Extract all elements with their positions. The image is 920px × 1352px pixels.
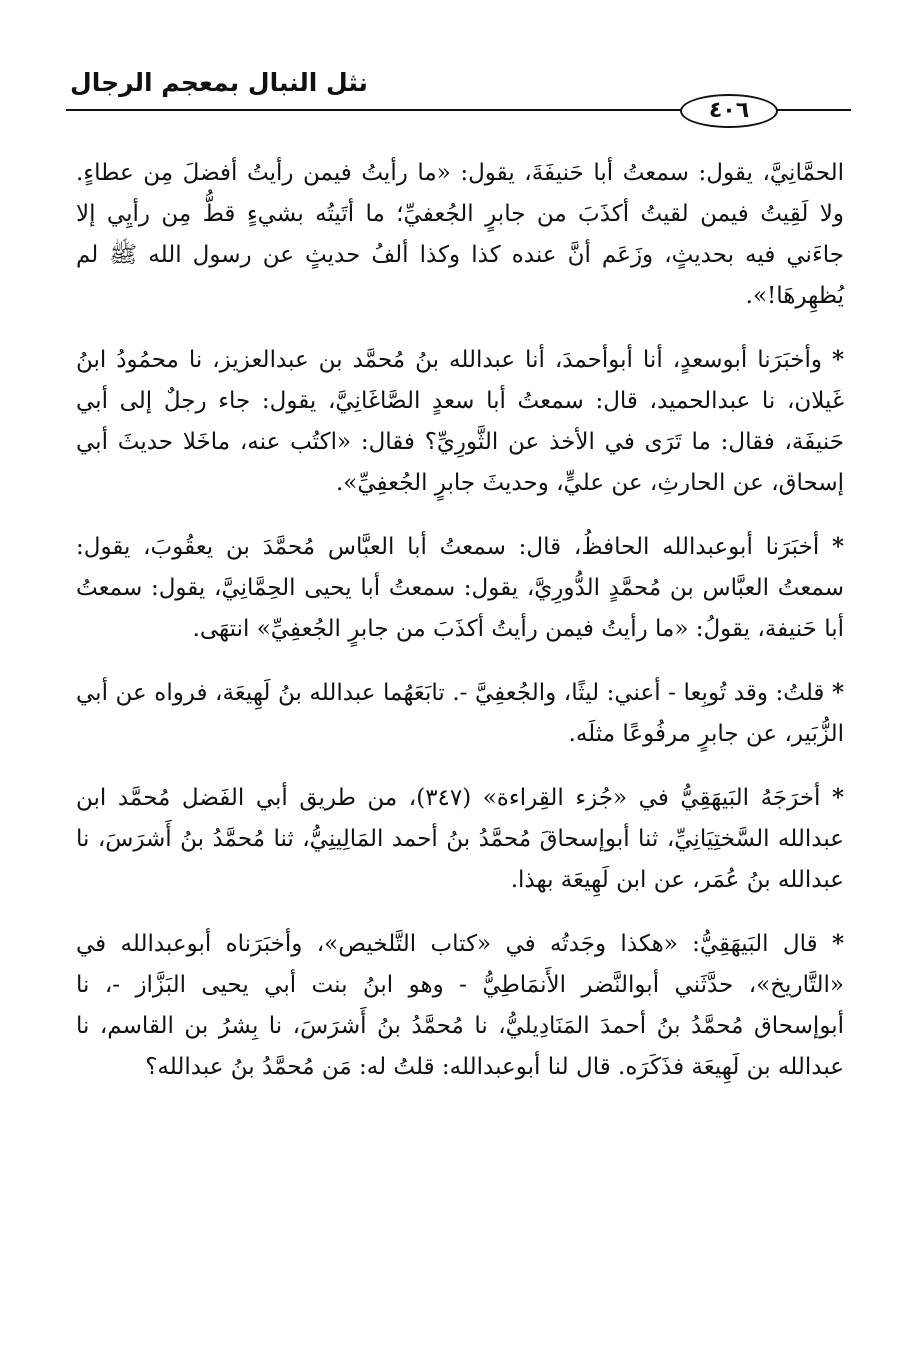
paragraph — [76, 777, 844, 901]
running-title: نثل النبال بمعجم الرجال — [70, 68, 368, 97]
paragraph — [76, 152, 844, 317]
page-number: ٤٠٦ — [680, 94, 778, 128]
paragraph-marker: * — [831, 533, 844, 560]
paragraph-marker: * — [831, 679, 845, 706]
paragraph-text: أخبَرَنا أبوعبدالله الحافظُ، قال: سمعتُ أبا العبَّاس مُحمَّدَ بن يعقُوبَ، يقول: سمعتُ العبَّاس بن مُحمَّدٍ الدُّورِيَّ، يقول: سمعتُ أبا يحيى الحِمَّانِيَّ، يقول: سمعتُ أبا حَنيفة، يقولُ: «ما رأيتُ فيمن رأيتُ أكذَبَ من جابرٍ الجُعفِيِّ» انتهَى. — [76, 534, 844, 642]
body-text — [76, 152, 844, 1088]
paragraph-text: الحمَّانِيَّ، يقول: سمعتُ أبا حَنيفَةَ، يقول: «ما رأيتُ فيمن رأيتُ أفضلَ مِن عطاءٍ. ولا لَقِيتُ فيمن لقيتُ أكذَبَ من جابرٍ الجُعفيِّ؛ ما أتَيتُه بشيءٍ قطُّ مِن رأيِي إلا جاءَني فيه بحديثٍ، وزَعَم أنَّ عنده كذا وكذا ألفُ حديثٍ عن رسول الله ﷺ لم يُظهِرهَا!». — [76, 160, 844, 309]
paragraph — [76, 526, 844, 650]
paragraph-text: قلتُ: وقد تُوبِعا - أعني: ليثًا، والجُعفِيَّ -. تابَعَهُما عبدالله بنُ لَهِيعَة، فرواه عن أبي الزُّبَير، عن جابرٍ مرفُوعًا مثلَه. — [76, 680, 844, 747]
paragraph-text: قال البَيهَقِيُّ: «هكذا وجَدتُه في «كتاب التَّلخيص»، وأخبَرَناه أبوعبدالله في «التَّاريخ»، حدَّثَني أبوالنَّضر الأَنمَاطِيُّ - وهو ابنُ بنت أبي يحيى البَزَّاز -، نا أبوإسحاق مُحمَّدُ بنُ أحمدَ المَنَادِيليُّ، نا مُحمَّدُ بنُ أَشرَسَ، نا بِشرُ بن القاسم، نا عبدالله بن لَهِيعَة فذَكَرَه. قال لنا أبوعبدالله: قلتُ له: مَن مُحمَّدُ بنُ عبدالله؟ — [76, 931, 844, 1080]
paragraph — [76, 672, 844, 755]
paragraph-marker: * — [831, 784, 844, 811]
paragraph-marker: * — [831, 346, 845, 373]
paragraph-text: وأخبَرَنا أبوسعدٍ، أنا أبوأحمدَ، أنا عبدالله بنُ مُحمَّد بن عبدالعزيز، نا محمُودُ ابنُ غَيلان، نا عبدالحميد، قال: سمعتُ أبا سعدٍ الصَّاغَانِيَّ، يقول: جاء رجلٌ إلى أبي حَنيفَة، فقال: ما تَرَى في الأخذ عن الثَّورِيِّ؟ فقال: «اكتُب عنه، ماخَلا حديثَ أبي إسحاق، عن الحارثِ، عن عليٍّ، وحديثَ جابرٍ الجُعفِيِّ». — [76, 347, 844, 496]
paragraph — [76, 339, 844, 504]
paragraph — [76, 923, 844, 1088]
paragraph-marker: * — [831, 930, 844, 957]
paragraph-text: أخرَجَهُ البَيهَقِيُّ في «جُزء القِراءة» (٣٤٧)، من طريق أبي الفَضل مُحمَّد ابن عبدالله السَّختِيَانِيِّ، ثنا أبوإسحاقَ مُحمَّدُ بنُ أحمد المَالِينِيُّ، ثنا مُحمَّدُ بنُ أَشرَسَ، نا عبدالله بنُ عُمَر، عن ابن لَهِيعَة بهذا. — [76, 785, 844, 893]
